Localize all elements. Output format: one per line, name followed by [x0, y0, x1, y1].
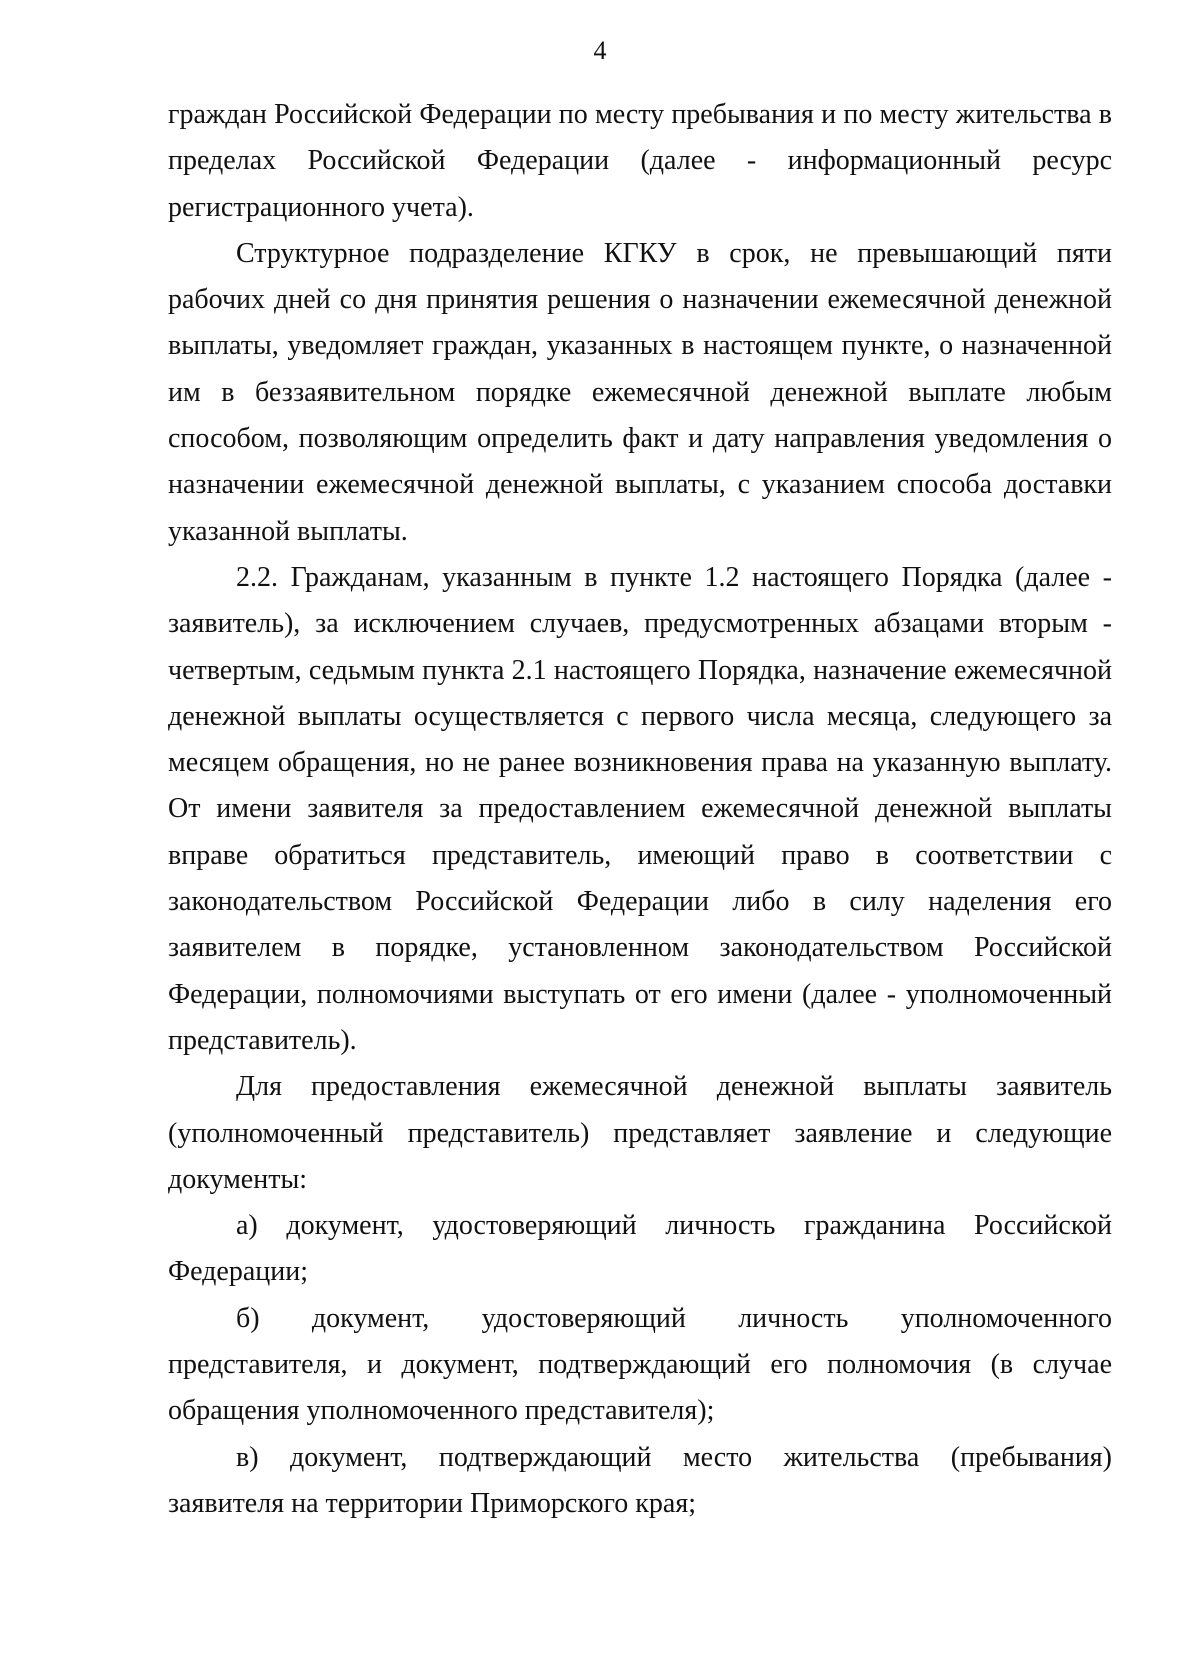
list-item-a: а) документ, удостоверяющий личность гражданина Российской Федерации;	[168, 1210, 1112, 1288]
document-body	[168, 92, 1112, 1527]
paragraph-documents-intro: Для предоставления ежемесячной денежной выплаты заявитель (уполномоченный представитель) представляет заявление и следующие документы:	[168, 1071, 1112, 1195]
page-number: 4	[593, 36, 607, 65]
list-item-c: в) документ, подтверждающий место жительства (пребывания) заявителя на территории Приморского края;	[168, 1441, 1112, 1519]
list-item-b: б) документ, удостоверяющий личность уполномоченного представителя, и документ, подтверждающий его полномочия (в случае обращения уполномоченного представителя);	[168, 1302, 1112, 1427]
paragraph-2-2: 2.2. Гражданам, указанным в пункте 1.2 настоящего Порядка (далее - заявитель), за исключением случаев, предусмотренных абзацами вторым - четвертым, седьмым пункта 2.1 настоящего Порядка, назначение ежемесячной денежной выплаты осуществляется с первого числа месяца, следующего за месяцем обращения, но не ранее возникновения права на указанную выплату. От имени заявителя за предоставлением ежемесячной денежной выплаты вправе обратиться представитель, имеющий право в соответствии с законодательством Российской Федерации либо в силу наделения его заявителем в порядке, установленном законодательством Российской Федерации, полномочиями выступать от его имени (далее - уполномоченный представитель).	[168, 561, 1112, 1056]
paragraph-notification: Структурное подразделение КГКУ в срок, не превышающий пяти рабочих дней со дня принятия решения о назначении ежемесячной денежной выплаты, уведомляет граждан, указанных в настоящем пункте, о назначенной им в беззаявительном порядке ежемесячной денежной выплате любым способом, позволяющим определить факт и дату направления уведомления о назначении ежемесячной денежной выплаты, с указанием способа доставки указанной выплаты.	[168, 237, 1112, 547]
paragraph-continuation: граждан Российской Федерации по месту пребывания и по месту жительства в пределах Российской Федерации (далее - информационный ресурс регистрационного учета).	[168, 99, 1112, 223]
